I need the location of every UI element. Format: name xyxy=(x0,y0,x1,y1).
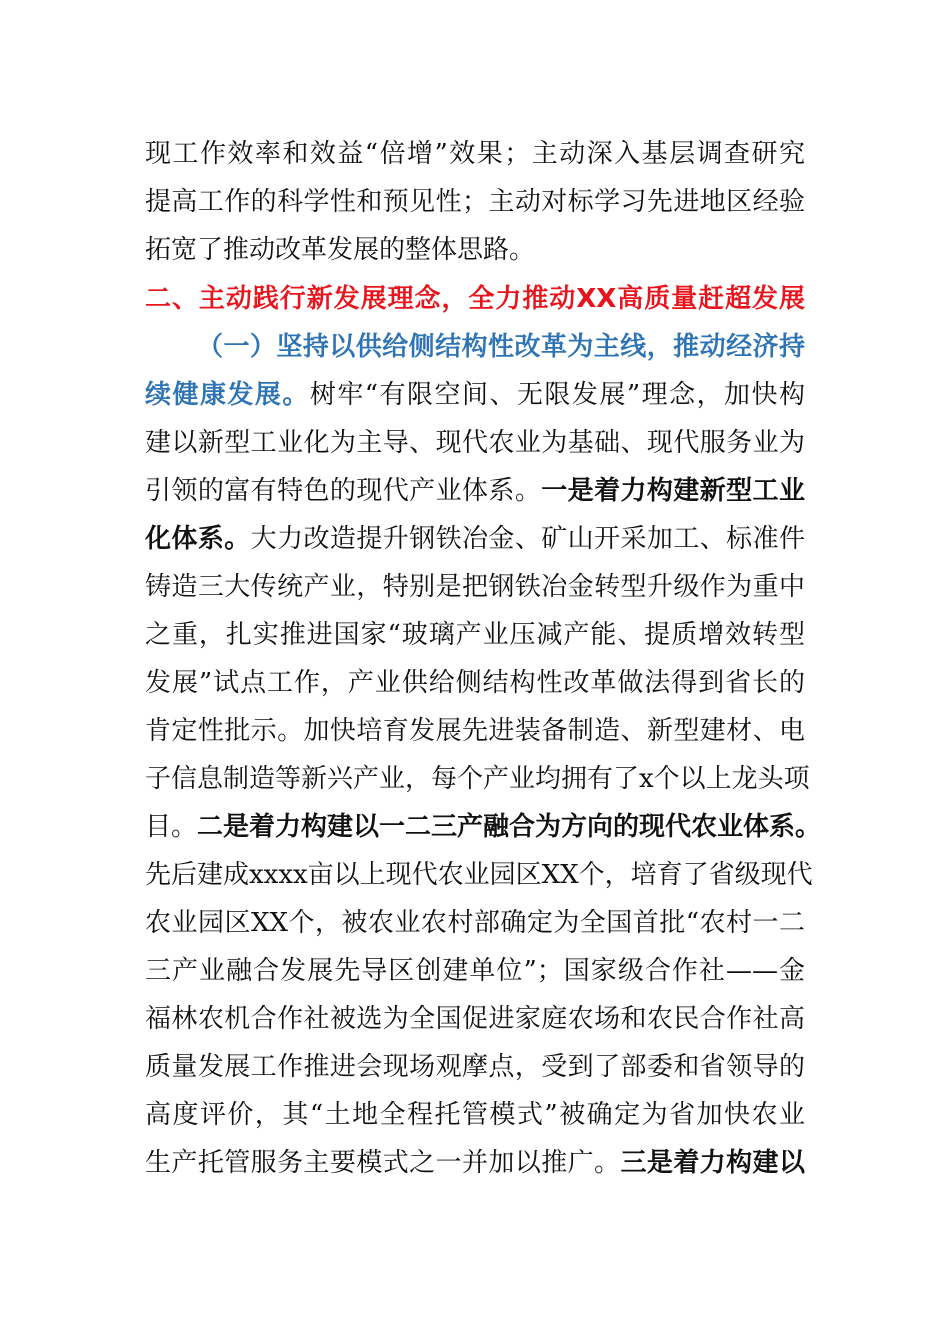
subsection-heading xyxy=(197,327,805,367)
body-text-line xyxy=(145,519,805,559)
body-text-line: 提高工作的科学性和预见性；主动对标学习先进地区经验 xyxy=(145,187,805,217)
body-text: 树牢“有限空间、无限发展”理念，加快构 xyxy=(309,380,805,410)
section-heading: 二、主动践行新发展理念，全力推动XX高质量赶超发展 xyxy=(145,284,805,314)
body-text-line: 拓宽了推动改革发展的整体思路。 xyxy=(145,235,536,265)
body-text-line: 建以新型工业化为主导、现代农业为基础、现代服务业为 xyxy=(145,428,805,458)
bold-point: 三是着力构建以 xyxy=(620,1148,805,1178)
subsection-title-part: 续健康发展。 xyxy=(145,380,310,410)
body-text: 目。 xyxy=(145,812,198,842)
subsection-title-part: （一）坚持以供给侧结构性改革为主线，推动经济持 xyxy=(197,332,805,362)
body-text-line: 子信息制造等新兴产业，每个产业均拥有了x个以上龙头项 xyxy=(145,764,810,794)
body-text-line: 三产业融合发展先导区创建单位”；国家级合作社——金 xyxy=(145,956,805,986)
body-text-line: 高度评价，其“土地全程托管模式”被确定为省加快农业 xyxy=(145,1100,805,1130)
body-text-line: 肯定性批示。加快培育发展先进装备制造、新型建材、电 xyxy=(145,716,805,746)
body-text-line xyxy=(145,1143,805,1183)
bold-point: 化体系。 xyxy=(145,524,251,554)
body-text-line xyxy=(145,471,805,511)
body-text-line: 现工作效率和效益“倍增”效果；主动深入基层调查研究 xyxy=(145,139,805,169)
body-text-line: 先后建成xxxx亩以上现代农业园区XX个，培育了省级现代 xyxy=(145,860,813,890)
body-text-line xyxy=(145,807,822,847)
body-text-line: 农业园区XX个，被农业农村部确定为全国首批“农村一二 xyxy=(145,908,805,938)
body-text: 大力改造提升钢铁冶金、矿山开采加工、标准件 xyxy=(250,524,805,554)
body-text: 生产托管服务主要模式之一并加以推广。 xyxy=(145,1148,621,1178)
body-text-line xyxy=(145,375,805,415)
body-text-line: 之重，扎实推进国家“玻璃产业压减产能、提质增效转型 xyxy=(145,620,805,650)
body-text-line: 铸造三大传统产业，特别是把钢铁冶金转型升级作为重中 xyxy=(145,572,805,602)
bold-point: 二是着力构建以一二三产融合为方向的现代农业体系。 xyxy=(197,812,822,842)
body-text-line: 福林农机合作社被选为全国促进家庭农场和农民合作社高 xyxy=(145,1004,805,1034)
body-text-line: 质量发展工作推进会现场观摩点，受到了部委和省领导的 xyxy=(145,1052,805,1082)
body-text: 引领的富有特色的现代产业体系。 xyxy=(145,476,542,506)
bold-point: 一是着力构建新型工业 xyxy=(541,476,805,506)
body-text-line: 发展”试点工作，产业供给侧结构性改革做法得到省长的 xyxy=(145,668,805,698)
